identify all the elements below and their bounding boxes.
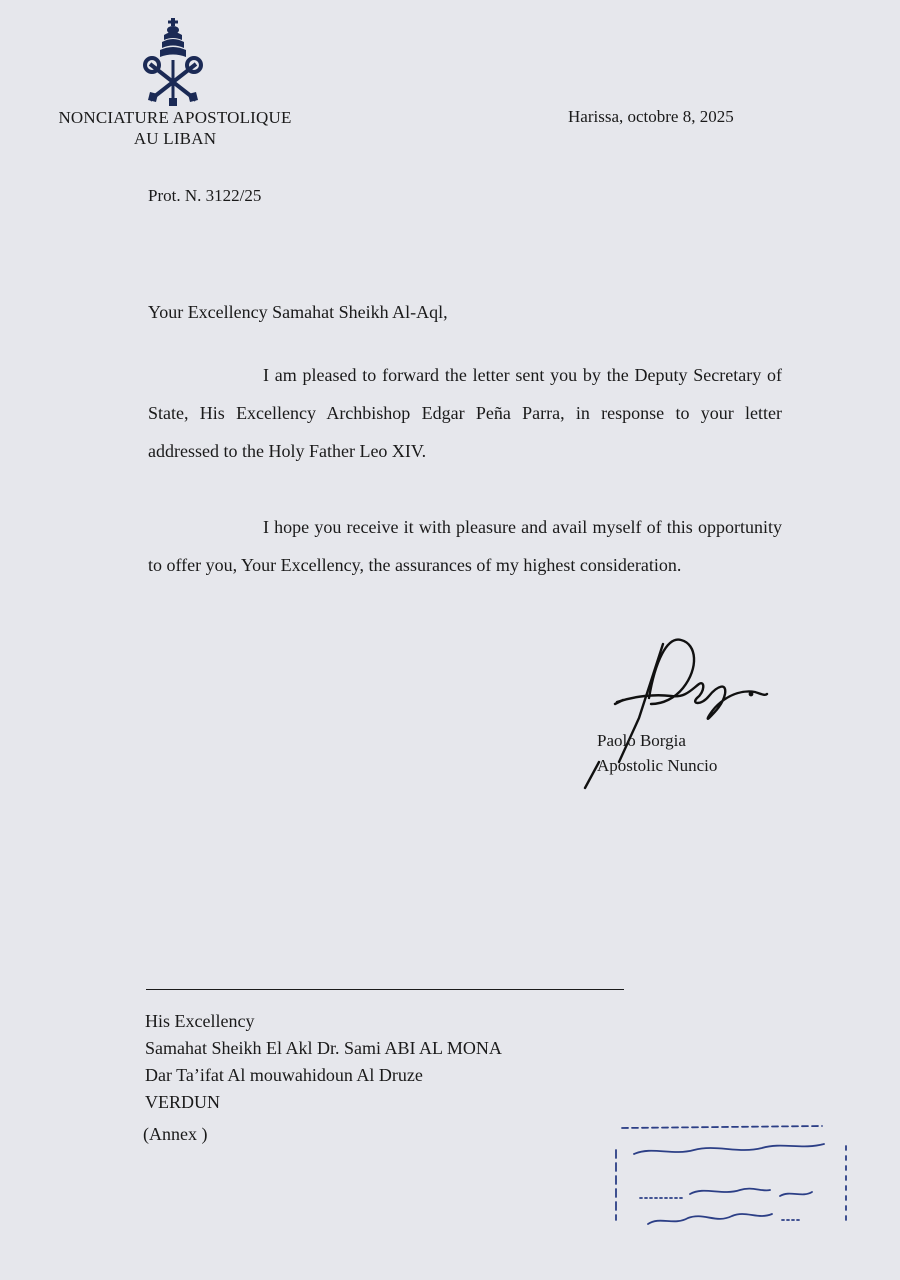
letterhead-line1: NONCIATURE APOSTOLIQUE [58,108,292,127]
addressee-line3: Dar Ta’ifat Al mouwahidoun Al Druze [145,1065,423,1085]
annex-note: (Annex ) [143,1124,208,1144]
signatory-title: Apostolic Nuncio [597,756,718,775]
letterhead-line2: AU LIBAN [133,129,217,148]
letterhead [40,107,310,149]
divider-line [146,989,624,990]
body-paragraph-2: I hope you receive it with pleasure and avail myself of this opportunity to offer you, Your Excellency, the assurances of my highest consideration. [148,517,782,575]
registration-stamp [612,1120,852,1242]
place-and-date: Harissa, octobre 8, 2025 [568,107,734,126]
salutation: Your Excellency Samahat Sheikh Al-Aql, [148,302,448,322]
body-paragraph-1: I am pleased to forward the letter sent you by the Deputy Secretary of State, His Excellency Archbishop Edgar Peña Parra, in response to your letter addressed to the Holy Father Leo XIV. [148,365,782,461]
addressee-line4: VERDUN [145,1092,220,1112]
addressee-line1: His Excellency [145,1011,255,1031]
addressee-block [145,1008,502,1116]
papal-keys-tiara-icon [138,18,208,106]
protocol-number: Prot. N. 3122/25 [148,186,262,205]
signatory-name: Paolo Borgia [597,731,686,750]
addressee-line2: Samahat Sheikh El Akl Dr. Sami ABI AL MONA [145,1038,502,1058]
signatory-block [597,728,717,778]
